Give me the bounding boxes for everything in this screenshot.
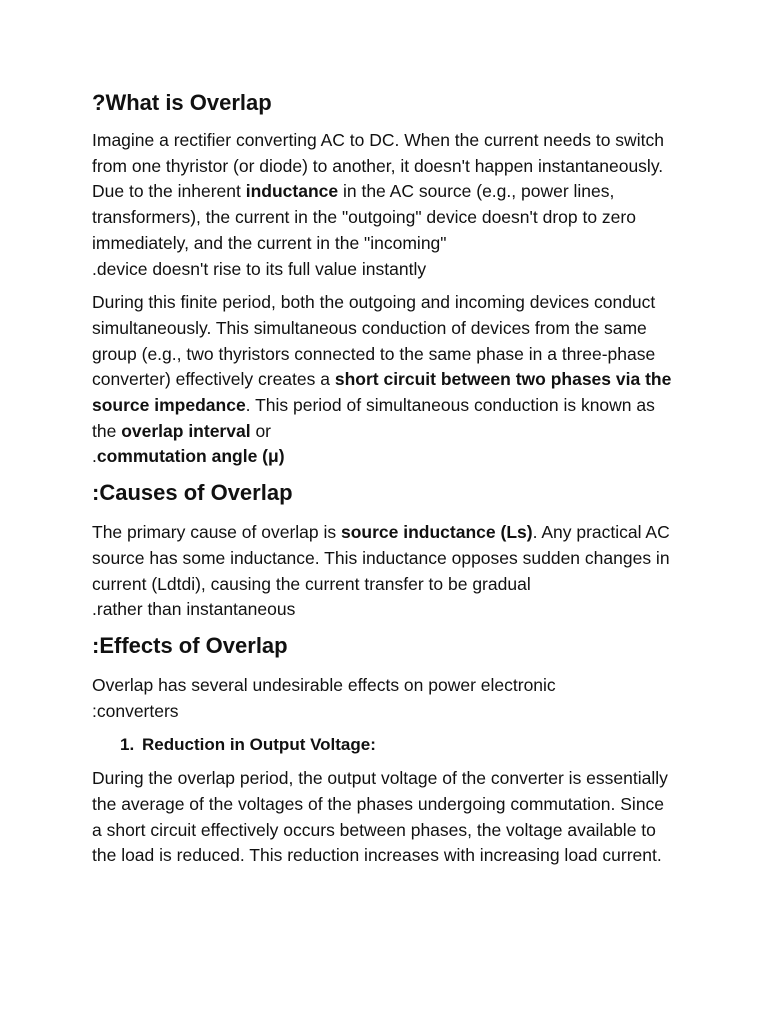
- bold-run: overlap interval: [121, 420, 251, 441]
- paragraph-effects-intro: [92, 673, 676, 724]
- text-run: During this finite period, both the outgoing and incoming devices conduct simultaneously. This simultaneous conduction of devices from the same group (e.g., two thyristors connected to the same phase in a three-phase converter) effectively creates a: [92, 292, 656, 390]
- text-run: Overlap has several undesirable effects on power electronic: [92, 674, 556, 695]
- text-run: .: [92, 446, 97, 467]
- bold-run: inductance: [245, 181, 339, 202]
- text-run: Imagine a rectifier converting AC to DC. When the current needs to switch from one thyristor (or diode) to another, it doesn't happen instantaneously. Due to the inherent: [92, 130, 664, 202]
- bold-run: source inductance (Ls): [341, 522, 533, 543]
- text-run: device doesn't rise to its full value instantly: [96, 258, 427, 279]
- bold-run: commutation angle (μ): [96, 446, 285, 467]
- paragraph-overlap-intro: [92, 128, 676, 282]
- text-run: .: [92, 258, 97, 279]
- text-run: The primary cause of overlap is: [92, 522, 341, 543]
- text-run: or: [250, 420, 272, 441]
- paragraph-overlap-period: [92, 290, 676, 470]
- heading-what-is-overlap: ?What is Overlap: [92, 90, 272, 115]
- list-item-label: Reduction in Output Voltage:: [142, 735, 376, 755]
- heading-effects-of-overlap: :Effects of Overlap: [92, 632, 288, 658]
- list-item: [120, 732, 676, 758]
- text-run: :converters: [92, 700, 179, 721]
- list-item-number: 1.: [120, 735, 135, 755]
- text-run: . Any practical AC source has some inductance. This inductance opposes sudden changes in current (Ldtdi), causing the current transfer to be gradual: [92, 522, 670, 594]
- paragraph-output-voltage: During the overlap period, the output voltage of the converter is essentially the average of the voltages of the phases undergoing commutation. Since a short circuit effectively occurs between phases, the voltage available to the load is reduced. This reduction increases with increasing load current.: [92, 768, 668, 866]
- heading-causes-of-overlap: :Causes of Overlap: [92, 480, 293, 506]
- text-run: .rather than instantaneous: [92, 599, 296, 620]
- text-run: in the AC source (e.g., power lines, transformers), the current in the "outgoing" device doesn't drop to zero immediately, and the current in the "incoming": [92, 181, 636, 253]
- text-run: . This period of simultaneous conduction is known as the: [92, 395, 655, 441]
- paragraph-causes: [92, 520, 676, 623]
- bold-run: short circuit between two phases via the source impedance: [92, 369, 672, 416]
- effects-list: [92, 732, 676, 758]
